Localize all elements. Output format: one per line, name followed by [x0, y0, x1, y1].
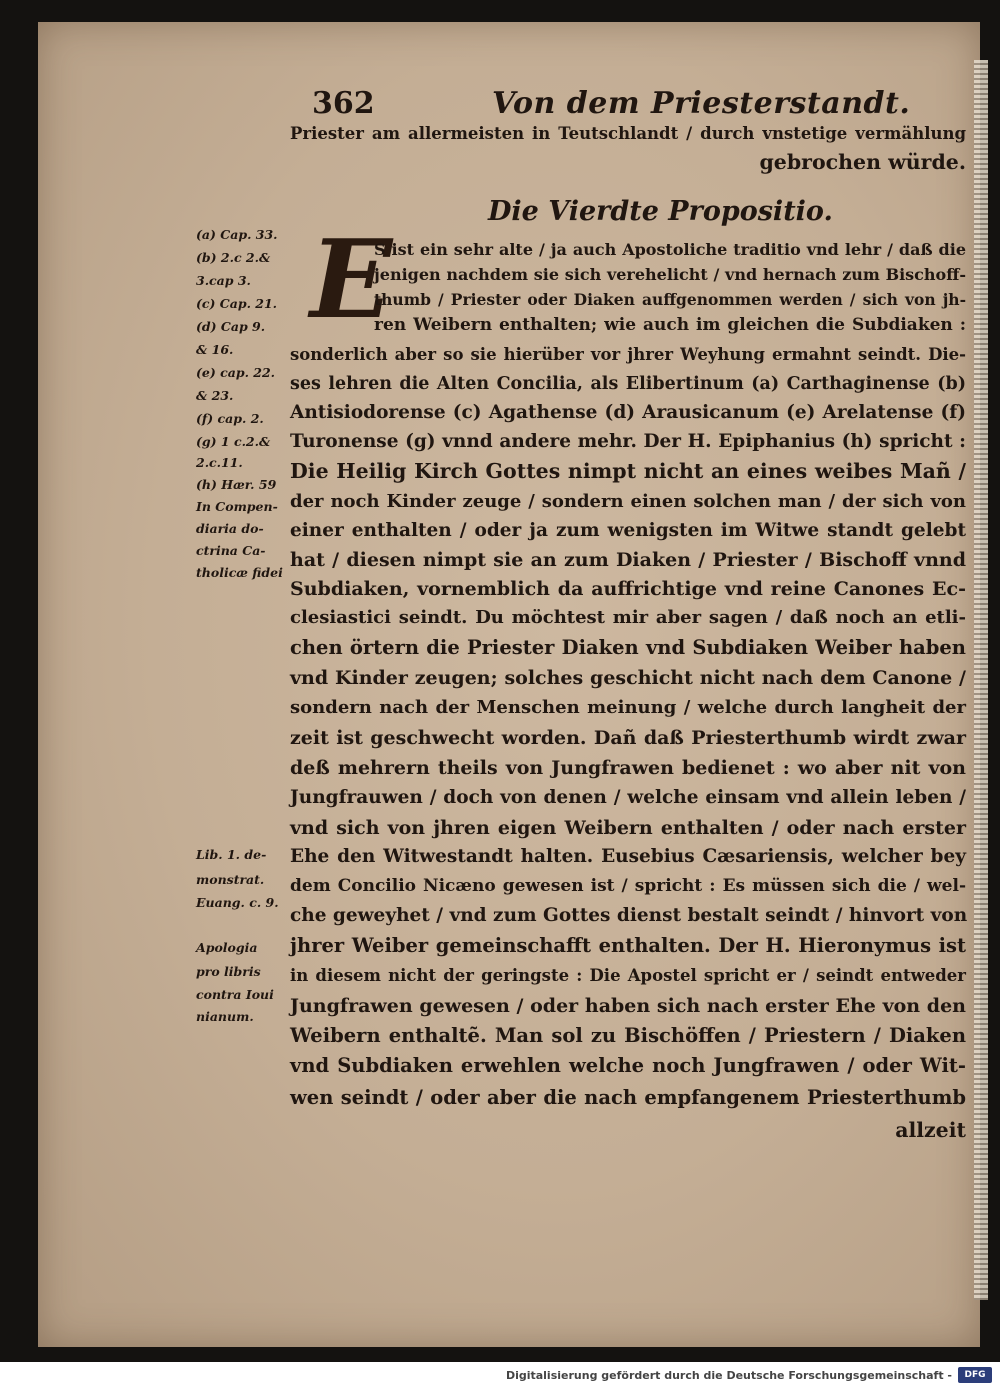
margin-note: (e) cap. 22.: [196, 365, 276, 380]
margin-note: (b) 2.c 2.&: [196, 250, 271, 265]
margin-note: tholicæ fidei: [196, 565, 283, 580]
body-line: Subdiaken, vornemblich da auffrichtige vnd reine Canones Ec-: [290, 578, 966, 600]
body-line: che geweyhet / vnd zum Gottes dienst bestalt seindt / hinvort von: [290, 905, 968, 926]
body-line: vnd Subdiaken erwehlen welche noch Jungfrawen / oder Wit-: [290, 1054, 966, 1077]
catchword: allzeit: [895, 1118, 966, 1142]
body-line: wen seindt / oder aber die nach empfangenem Priesterthumb: [290, 1086, 966, 1109]
margin-note: (f) cap. 2.: [196, 411, 264, 426]
body-line: Jungfrauwen / doch von denen / welche einsam vnd allein leben /: [290, 787, 966, 808]
margin-note: 3.cap 3.: [196, 273, 251, 288]
page-edge: [974, 60, 988, 1300]
body-line: zeit ist geschwecht worden. Dañ daß Priesterthumb wirdt zwar: [290, 727, 966, 749]
margin-note: Euang. c. 9.: [196, 895, 279, 910]
margin-note: nianum.: [196, 1009, 254, 1024]
body-line: clesiastici seindt. Du möchtest mir aber sagen / daß noch an etli-: [290, 607, 966, 628]
body-line: chen örtern die Priester Diaken vnd Subdiaken Weiber haben: [290, 636, 966, 659]
body-line: sonderlich aber so sie hierüber vor jhrer Weyhung ermahnt seindt. Die-: [290, 345, 966, 364]
margin-note: & 23.: [196, 388, 234, 403]
margin-note: monstrat.: [196, 872, 265, 887]
body-line: Priester am allermeisten in Teutschlandt / durch vnstetige vermählung: [290, 124, 966, 143]
body-line: deß mehrern theils von Jungfrawen bedienet : wo aber nit von: [290, 757, 966, 779]
body-line: jenigen nachdem sie sich verehelicht / vnd hernach zum Bischoff-: [374, 265, 966, 284]
margin-note: (g) 1 c.2.&: [196, 434, 271, 449]
body-line: Jungfrawen gewesen / oder haben sich nach erster Ehe von den: [290, 995, 966, 1017]
body-line: jhrer Weiber gemeinschafft enthalten. Der H. Hieronymus ist: [290, 934, 966, 957]
body-line: S ist ein sehr alte / ja auch Apostoliche traditio vnd lehr / daß die: [374, 240, 966, 259]
margin-note: Apologia: [196, 940, 258, 955]
body-line: vnd sich von jhren eigen Weibern enthalten / oder nach erster: [290, 817, 966, 839]
margin-note: & 16.: [196, 342, 234, 357]
margin-note: (h) Hær. 59: [196, 477, 277, 492]
body-line: einer enthalten / oder ja zum wenigsten im Witwe standt gelebt: [290, 520, 966, 541]
body-line: gebrochen würde.: [759, 150, 966, 174]
margin-note: ctrina Ca-: [196, 543, 266, 558]
margin-note: Lib. 1. de-: [196, 847, 267, 862]
drop-cap-initial: E: [310, 217, 393, 343]
body-line: ses lehren die Alten Concilia, als Elibertinum (a) Carthaginense (b): [290, 374, 966, 394]
margin-note: contra Ioui: [196, 987, 274, 1002]
page-number: 362: [312, 86, 375, 121]
running-title: Von dem Priesterstandt.: [492, 86, 911, 121]
margin-note: diaria do-: [196, 521, 264, 536]
body-line: vnd Kinder zeugen; solches geschicht nicht nach dem Canone /: [290, 667, 966, 689]
body-line: Turonense (g) vnnd andere mehr. Der H. Epiphanius (h) spricht :: [290, 431, 966, 452]
margin-note: pro libris: [196, 964, 261, 979]
body-line: ren Weibern enthalten; wie auch im gleichen die Subdiaken :: [374, 315, 966, 335]
footer-bar: [0, 1362, 1000, 1390]
body-line: hat / diesen nimpt sie an zum Diaken / Priester / Bischoff vnnd: [290, 549, 966, 571]
body-line: Die Heilig Kirch Gottes nimpt nicht an eines weibes Mañ /: [290, 459, 966, 483]
margin-note: (d) Cap 9.: [196, 319, 266, 334]
body-line: Antisiodorense (c) Agathense (d) Arausicanum (e) Arelatense (f): [290, 402, 966, 423]
body-line: der noch Kinder zeuge / sondern einen solchen man / der sich von: [290, 491, 966, 512]
dfg-logo: DFG: [958, 1367, 992, 1383]
footer-credit: Digitalisierung gefördert durch die Deutsche Forschungsgemeinschaft -: [505, 1369, 952, 1382]
body-line: dem Concilio Nicæno gewesen ist / spricht : Es müssen sich die / wel-: [290, 876, 966, 896]
margin-note: 2.c.11.: [196, 455, 243, 470]
body-line: in diesem nicht der geringste : Die Apostel spricht er / seindt entweder: [290, 966, 966, 985]
body-line: Ehe den Witwestandt halten. Eusebius Cæsariensis, welcher bey: [290, 846, 966, 867]
margin-note: In Compen-: [196, 499, 278, 514]
body-line: thumb / Priester oder Diaken auffgenommen werden / sich von jh-: [374, 290, 966, 309]
margin-note: (a) Cap. 33.: [196, 227, 278, 242]
margin-note: (c) Cap. 21.: [196, 296, 278, 311]
body-line: sondern nach der Menschen meinung / welche durch langheit der: [290, 697, 966, 718]
section-title: Die Vierdte Propositio.: [488, 196, 833, 227]
body-line: Weibern enthaltẽ. Man sol zu Bischöffen / Priestern / Diaken: [290, 1024, 966, 1047]
